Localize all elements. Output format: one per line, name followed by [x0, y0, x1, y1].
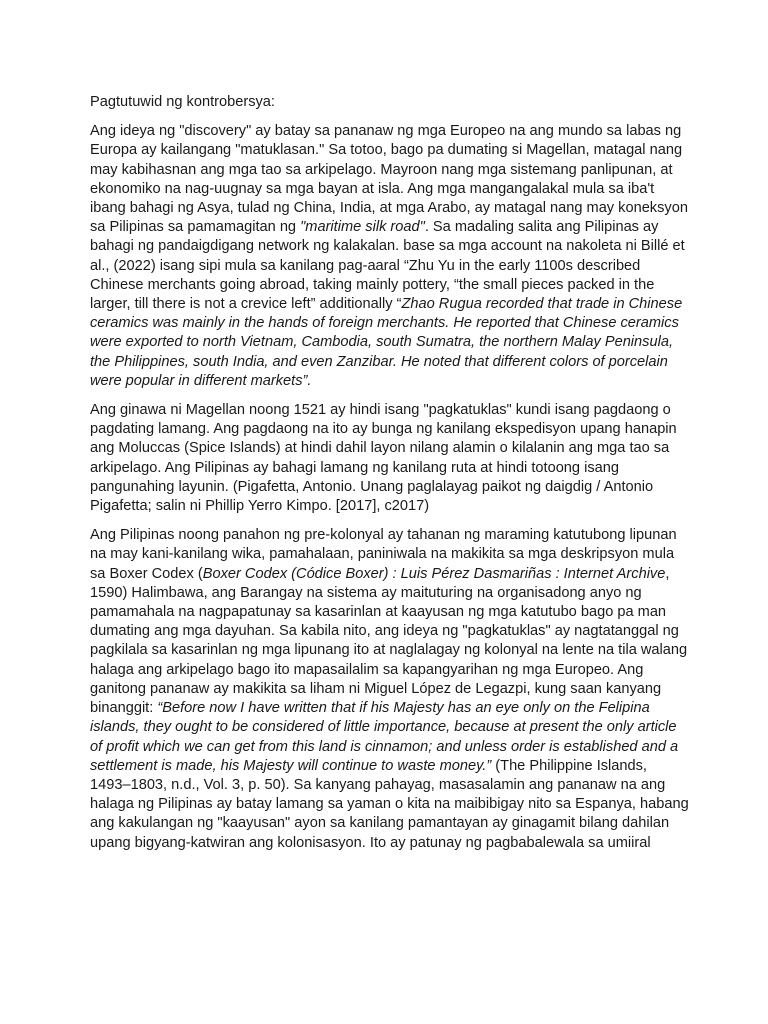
- paragraph-text: (The Philippine Islands, 1493–1803, n.d., Vol. 3, p. 50). Sa kanyang pahayag, masasalamin ang pananaw na ang halaga ng Pilipinas ay batay lamang sa yaman o kita na maibibigay nito sa Espanya, habang ang kakulangan ng "kaayusan" ayon sa kanilang pamantayan ay ginagamit bilang dahilan upang bigyang-katwiran ang kolonisasyon. Ito ay patunay ng pagbabalewala sa umiiral: [90, 757, 689, 851]
- paragraph-italic-quote: “Before now I have written that if his Majesty has an eye only on the Felipina islands, they ought to be considered of little importance, because at present the only article of profit which we can get from this land is cinnamon; and unless order is established and a settlement is made, his Majesty will continue to waste money.”: [90, 700, 679, 774]
- paragraph-magellan: [90, 401, 690, 516]
- paragraph-text: , 1590) Halimbawa, ang Barangay na sistema ay maituturing na organisadong anyo ng pamamahala na nagpapatunay sa kasarinlan at kaayusan ng mga katutubo bago pa man dumating ang mga dayuhan. Sa kabila nito, ang ideya ng "pagkatuklas" ay nagtatanggal ng pagkilala sa kasarinlan ng mga lipunang ito at naglalagay ng kolonyal na lente na tila walang halaga ang arkipelago bago ito mapasailalim sa kapangyarihan ng mga Europeo. Ang ganitong pananaw ay makikita sa liham ni Miguel López de Legazpi, kung saan kanyang binanggit:: [90, 565, 688, 717]
- document-page: [90, 93, 690, 863]
- paragraph-text: Ang ginawa ni Magellan noong 1521 ay hindi isang "pagkatuklas" kundi isang pagdaong o pagdating lamang. Ang pagdaong na ito ay bunga ng kanilang ekspedisyon upang hanapin ang Moluccas (Spice Islands) at hindi dahil layon nilang alamin o kilalanin ang mga tao sa arkipelago. Ang Pilipinas ay bahagi lamang ng kanilang ruta at hindi totoong isang pangunahing layunin. (Pigafetta, Antonio. Unang paglalayag paikot ng daigdig / Antonio Pigafetta; salin ni Phillip Yerro Kimpo. [2017], c2017): [90, 402, 677, 515]
- paragraph-text: Ang Pilipinas noong panahon ng pre-kolonyal ay tahanan ng maraming katutubong lipunan na may kani-kanilang wika, pamahalaan, paniniwala na makikita sa mga deskripsyon mula sa Boxer Codex (: [90, 527, 677, 582]
- paragraph-italic-text: "maritime silk road": [300, 219, 425, 236]
- section-heading: Pagtutuwid ng kontrobersya:: [90, 94, 275, 110]
- paragraph-italic-quote: Zhao Rugua recorded that trade in Chinese ceramics was mainly in the hands of foreign merchants. He reported that Chinese ceramics were exported to north Vietnam, Cambodia, south Sumatra, the northern Malay Peninsula, the Philippines, south India, and even Zanzibar. He noted that different colors of porcelain were popular in different markets”.: [90, 296, 683, 389]
- paragraph-italic-citation: Boxer Codex (Códice Boxer) : Luis Pérez Dasmariñas : Internet Archive: [202, 565, 666, 582]
- paragraph-text: Ang ideya ng "discovery" ay batay sa pananaw ng mga Europeo na ang mundo sa labas ng Europa ay kailangang "matuklasan." Sa totoo, bago pa dumating si Magellan, matagal nang may kabihasnan ang mga tao sa arkipelago. Mayroon nang mga sistemang panlipunan, at ekonomiko na nag-uugnay sa mga bayan at isla. Ang mga mangangalakal mula sa iba't ibang bahagi ng Asya, tulad ng China, India, at mga Arabo, ay matagal nang may koneksyon sa Pilipinas sa pamamagitan ng: [90, 123, 688, 236]
- paragraph-text: . Sa madaling salita ang Pilipinas ay bahagi ng pandaigdigang network ng kalakalan. base sa mga account na nakoleta ni Billé et al., (2022) isang sipi mula sa kanilang pag-aaral “Zhu Yu in the early 1100s described Chinese merchants going abroad, taking mainly pottery, “the small pieces packed in the larger, till there is not a crevice left” additionally “: [90, 219, 685, 313]
- paragraph-precolonial: [90, 526, 690, 852]
- paragraph-discovery: [90, 122, 690, 391]
